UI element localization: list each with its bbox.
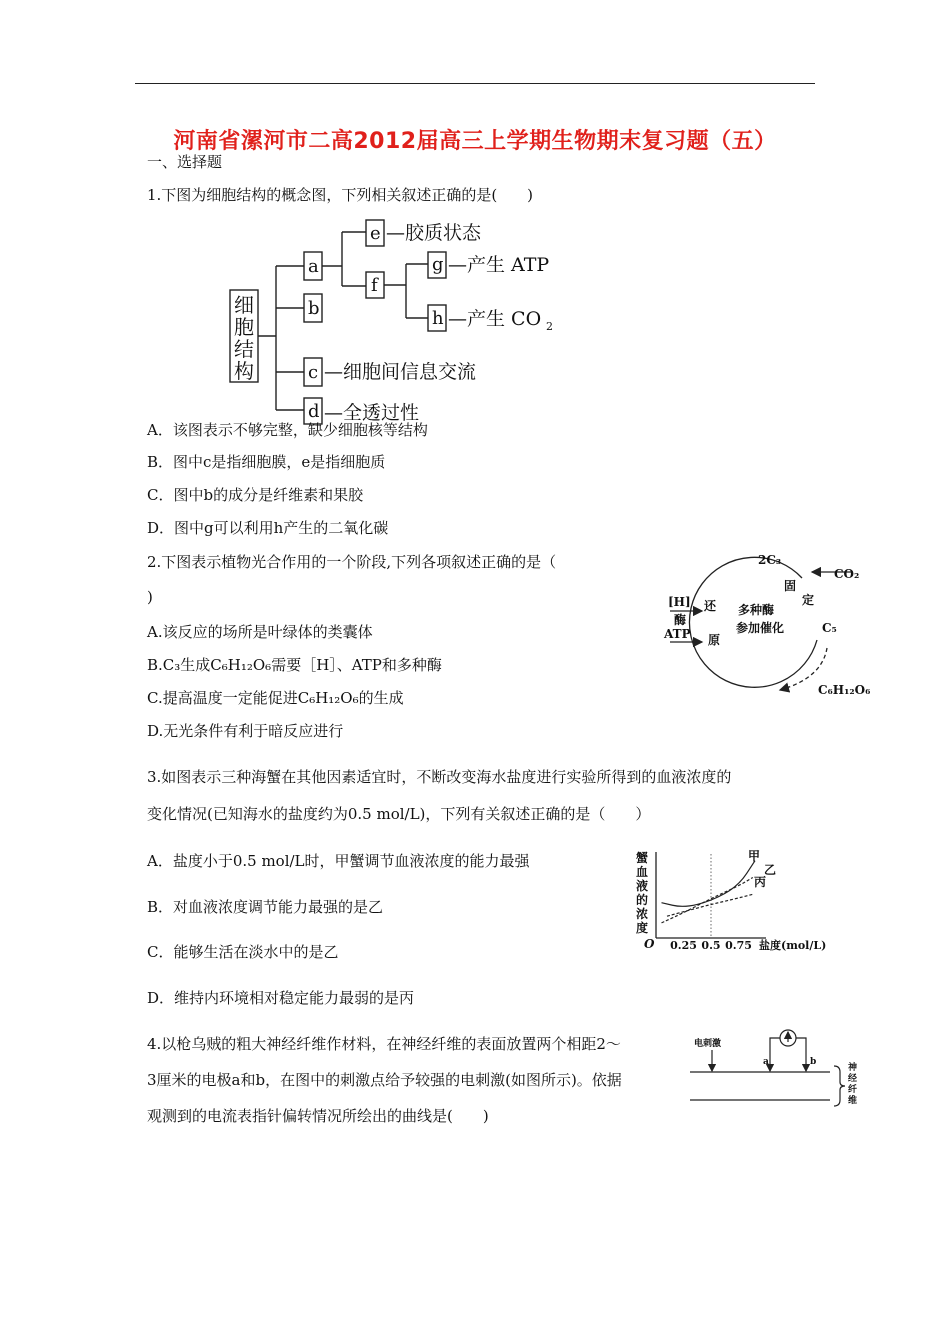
- q4-electrode-b: [796, 1038, 806, 1071]
- q2-label-glucose: C₆H₁₂O₆: [818, 683, 871, 697]
- q3-series-line-2: [667, 894, 753, 916]
- q4-fiber-char-1: 神: [848, 1063, 858, 1073]
- q2-label-c3: 2C₃: [758, 553, 782, 567]
- q2-label-center2: 参加催化: [736, 621, 785, 635]
- q4-stem-line2: 3厘米的电极a和b，在图中的刺激点给予较强的电刺激(如图所示)。依据: [147, 1071, 622, 1089]
- q1-concept-diagram: [220, 212, 580, 430]
- q3-x-tick-0: 0.25: [670, 939, 697, 952]
- q4-stem-line1: 4.以枪乌贼的粗大神经纤维作材料，在神经纤维的表面放置两个相距2～: [147, 1035, 621, 1053]
- q4-fiber-char-2: 经: [848, 1074, 858, 1084]
- q1-root-char-2: 胞: [234, 315, 254, 339]
- q3-series-label-1: 乙: [764, 863, 777, 877]
- q3-stem-line1: 3.如图表示三种海蟹在其他因素适宜时，不断改变海水盐度进行实验所得到的血液浓度的: [147, 768, 732, 786]
- q2-calvin-cycle-diagram: [662, 548, 874, 706]
- q1-label-c: c: [308, 362, 319, 383]
- q1-root-char-4: 构: [234, 359, 254, 383]
- q3-stem-line2: 变化情况(已知海水的盐度约为0.5 mol/L)，下列有关叙述正确的是（ ）: [147, 805, 651, 823]
- q1-c-desc: —细胞间信息交流: [324, 361, 477, 383]
- q4-label-b: b: [810, 1057, 817, 1067]
- q4-brace: [834, 1066, 845, 1106]
- q2-option-b: B.C₃生成C₆H₁₂O₆需要［H］、ATP和多种酶: [147, 656, 442, 674]
- q2-option-a: A.该反应的场所是叶绿体的类囊体: [147, 623, 373, 641]
- q4-nerve-fiber-diagram: [690, 1026, 870, 1110]
- q2-stem-line1: 2.下图表示植物光合作用的一个阶段,下列各项叙述正确的是（: [147, 553, 557, 571]
- q2-option-d: D.无光条件有利于暗反应进行: [147, 722, 344, 740]
- q1-root-char-1: 细: [234, 293, 254, 317]
- q3-option-b: B．对血液浓度调节能力最强的是乙: [147, 898, 384, 916]
- q1-root-char-3: 结: [234, 337, 254, 361]
- q2-label-enzyme: 酶: [674, 613, 687, 627]
- q4-stem-line3: 观测到的电流表指针偏转情况所绘出的曲线是( ): [147, 1107, 489, 1125]
- q2-label-reduce1: 还: [704, 599, 717, 613]
- q1-label-b: b: [308, 298, 320, 319]
- q2-option-c: C.提高温度一定能促进C₆H₁₂O₆的生成: [147, 689, 404, 707]
- q2-label-center1: 多种酶: [738, 603, 775, 617]
- q2-label-co2: CO₂: [834, 567, 860, 581]
- q3-x-tick-1: 0.5: [701, 939, 721, 952]
- q2-label-reduce2: 原: [708, 633, 721, 647]
- q4-electrode-a: [770, 1038, 780, 1071]
- q1-stem: 1.下图为细胞结构的概念图，下列相关叙述正确的是( ): [147, 186, 534, 204]
- q3-origin-label: O: [644, 937, 655, 951]
- q1-d-desc: —全透过性: [324, 402, 420, 424]
- q3-crab-chart: [630, 846, 840, 958]
- q3-series-label-2: 丙: [754, 875, 767, 889]
- q4-fiber-char-3: 纤: [848, 1085, 858, 1095]
- q3-xlabel: 盐度(mol/L): [759, 939, 827, 952]
- q3-ylabel-char-3: 液: [636, 879, 649, 893]
- q2-label-h: [H]: [668, 595, 691, 609]
- q1-option-c: C．图中b的成分是纤维素和果胶: [147, 486, 364, 504]
- q3-x-tick-2: 0.75: [725, 939, 752, 952]
- q1-option-a: A．该图表示不够完整，缺少细胞核等结构: [147, 421, 428, 439]
- page-title: 河南省漯河市二高2012届高三上学期生物期末复习题（五）: [173, 129, 777, 154]
- q1-label-g: g: [432, 254, 444, 275]
- q1-h-desc: —产生 CO: [448, 308, 542, 330]
- q3-option-a: A．盐度小于0.5 mol/L时，甲蟹调节血液浓度的能力最强: [147, 852, 530, 870]
- q2-stem-line2: ): [147, 588, 153, 606]
- q2-label-atp: ATP: [664, 627, 691, 641]
- q1-label-d: d: [308, 401, 320, 422]
- q2-label-c5: C₅: [822, 621, 837, 635]
- q1-label-a: a: [308, 256, 319, 277]
- q4-fiber-char-4: 维: [848, 1096, 858, 1106]
- q3-ylabel-char-2: 血: [636, 865, 649, 879]
- q3-series-line-1: [662, 878, 753, 923]
- q3-ylabel-char-1: 蟹: [636, 851, 649, 865]
- q3-ylabel-char-4: 的: [636, 893, 649, 907]
- q1-g-desc: —产生 ATP: [448, 254, 550, 276]
- q1-option-d: D．图中g可以利用h产生的二氧化碳: [147, 519, 389, 537]
- q1-h-sub: 2: [546, 320, 553, 333]
- q1-e-desc: —胶质状态: [386, 222, 482, 244]
- q1-option-b: B．图中c是指细胞膜，e是指细胞质: [147, 453, 386, 471]
- header-rule: [135, 83, 815, 84]
- q3-option-c: C．能够生活在淡水中的是乙: [147, 943, 339, 961]
- q3-ylabel-char-6: 度: [636, 921, 649, 935]
- q1-label-h: h: [432, 308, 444, 329]
- q3-ylabel-char-5: 浓: [636, 907, 649, 921]
- q4-label-a: a: [763, 1057, 769, 1067]
- q1-label-f: f: [371, 275, 378, 296]
- section-heading: 一、选择题: [147, 153, 223, 171]
- q4-stim-label: 电刺激: [694, 1039, 722, 1049]
- q1-label-e: e: [370, 223, 381, 244]
- q2-label-fix2: 定: [802, 593, 815, 607]
- q3-option-d: D．维持内环境相对稳定能力最弱的是丙: [147, 989, 415, 1007]
- q2-label-fix1: 固: [784, 579, 797, 593]
- q3-series-label-0: 甲: [748, 849, 761, 863]
